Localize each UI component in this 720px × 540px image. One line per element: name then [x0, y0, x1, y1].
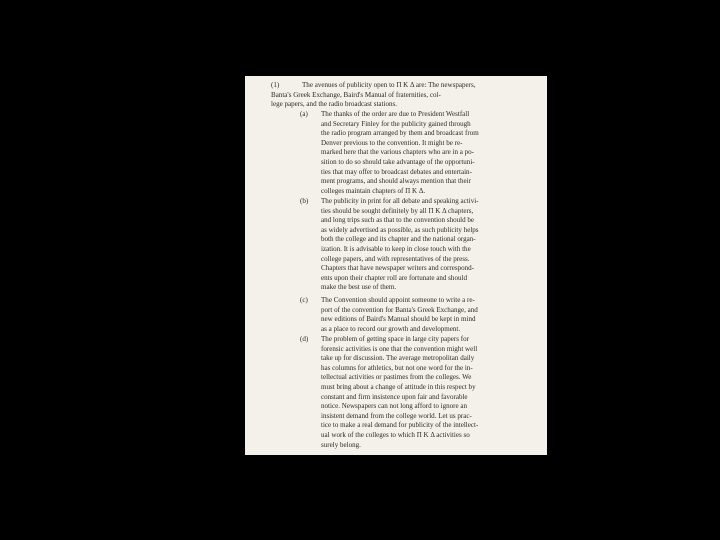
item-text-d: [321, 335, 543, 450]
item-text-b: [321, 197, 543, 293]
text-line: ization. It is advisable to keep in close touch with the: [321, 244, 471, 253]
text-line: both the college and its chapter and the national organ-: [321, 235, 476, 244]
text-line: college papers, and with representatives of the press.: [321, 254, 470, 263]
text-line: The problem of getting space in large city papers for: [321, 335, 469, 343]
text-line: port of the convention for Banta's Greek Exchange, and: [321, 305, 478, 314]
text-line: the radio program arranged by them and broadcast from: [321, 129, 479, 138]
text-line: The publicity in print for all debate and speaking activi-: [321, 197, 479, 205]
text-line: constant and firm insistence upon fair and favorable: [321, 392, 468, 401]
text-line: as a place to record our growth and development.: [321, 324, 461, 333]
text-line: ual work of the colleges to which Π K Δ activities so: [321, 430, 470, 439]
text-line: Chapters that have newspaper writers and correspond-: [321, 264, 475, 273]
text-line: marked here that the various chapters who are in a po-: [321, 148, 475, 157]
text-line: new editions of Baird's Manual should be kept in mind: [321, 315, 476, 324]
section-intro: [271, 81, 547, 110]
item-label-d: (d): [300, 335, 309, 343]
text-line: ties that may offer to broadcast debates and entertain-: [321, 167, 472, 176]
text-line: take up for discussion. The average metropolitan daily: [321, 354, 475, 363]
text-line: ents upon their chapter roll are fortunate and should: [321, 273, 467, 282]
text-line: Denver previous to the convention. It might be re-: [321, 138, 463, 147]
text-line: must bring about a change of attitude in this respect by: [321, 382, 476, 391]
text-line: tellectual activities or pastimes from the colleges. We: [321, 373, 472, 382]
text-line: sition to do so should take advantage of the opportuni-: [321, 157, 475, 166]
text-line: surely belong.: [321, 440, 361, 449]
text-line: The Convention should appoint someone to write a re-: [321, 296, 475, 304]
document-page: [245, 76, 547, 455]
text-line: ment programs, and should always mention that their: [321, 177, 471, 186]
text-line: tice to make a real demand for publicity of the intellect-: [321, 421, 479, 430]
text-line: and Secretary Finley for the publicity gained through: [321, 119, 471, 128]
item-text-c: [321, 296, 543, 334]
text-line: insistent demand from the college world. Let us prac-: [321, 411, 472, 420]
section-number: (1): [271, 81, 280, 89]
text-line: The avenues of publicity open to Π K Δ are: The newspapers,: [302, 81, 476, 89]
item-text-a: [321, 110, 543, 196]
text-line: and long trips such as that to the convention should be: [321, 216, 475, 225]
item-label-c: (c): [300, 296, 308, 304]
text-line: as widely advertised as possible, as such publicity helps: [321, 225, 479, 234]
item-label-b: (b): [300, 197, 309, 205]
text-line: make the best use of them.: [321, 283, 397, 292]
text-line: The thanks of the order are due to President Westfall: [321, 110, 470, 118]
item-label-a: (a): [300, 110, 308, 118]
text-line: Banta's Greek Exchange, Baird's Manual of fraternities, col-: [271, 90, 441, 99]
text-line: has columns for athletics, but not one word for the in-: [321, 363, 473, 372]
text-line: lege papers, and the radio broadcast stations.: [271, 100, 398, 109]
text-line: colleges maintain chapters of Π K Δ.: [321, 186, 426, 195]
text-line: forensic activities is one that the convention might well: [321, 344, 478, 353]
text-line: notice. Newspapers can not long afford to ignore an: [321, 402, 468, 411]
text-line: ties should be sought definitely by all Π K Δ chapters,: [321, 206, 474, 215]
